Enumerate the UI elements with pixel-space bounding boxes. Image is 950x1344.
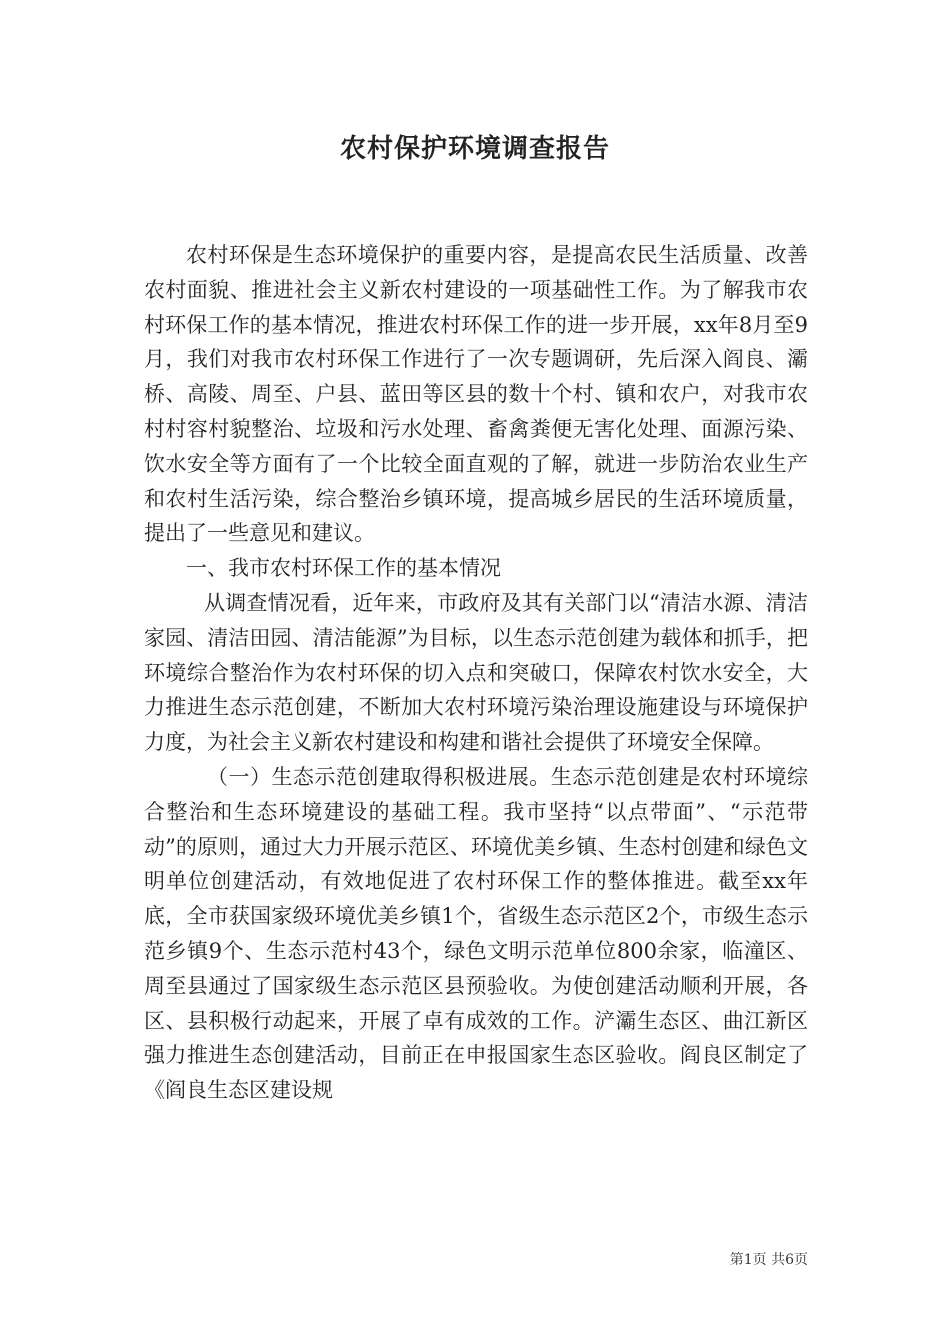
section-paragraph: 从调查情况看，近年来，市政府及其有关部门以“清洁水源、清洁家园、清洁田园、清洁能源”为目标，以生态示范创建为载体和抓手，把环境综合整治作为农村环保的切入点和突破口，保障农村饮水安全，大力推进生态示范创建，不断加大农村环境污染治理设施建设与环境保护力度，为社会主义新农村建设和构建和谐社会提供了环境安全保障。 (144, 590, 808, 755)
document-title: 农村保护环境调查报告 (339, 134, 610, 164)
subsection-paragraph: （一）生态示范创建取得积极进展。生态示范创建是农村环境综合整治和生态环境建设的基础工程。我市坚持“以点带面”、“示范带动”的原则，通过大力开展示范区、环境优美乡镇、生态村创建和绿色文明单位创建活动，有效地促进了农村环保工作的整体推进。截至xx年底，全市获国家级环境优美乡镇1个，省级生态示范区2个，市级生态示范乡镇9个、生态示范村43个，绿色文明示范单位800余家，临潼区、周至县通过了国家级生态示范区县预验收。为使创建活动顺利开展，各区、县积极行动起来，开展了卓有成效的工作。浐灞生态区、曲江新区强力推进生态创建活动，目前正在申报国家生态区验收。阎良区制定了《阎良生态区建设规 (144, 764, 808, 1103)
section-heading: 一、我市农村环保工作的基本情况 (186, 556, 501, 581)
document-body (144, 238, 808, 1108)
page-number: 第1页 共6页 (729, 1252, 808, 1268)
intro-paragraph: 农村环保是生态环境保护的重要内容，是提高农民生活质量、改善农村面貌、推进社会主义新农村建设的一项基础性工作。为了解我市农村环保工作的基本情况，推进农村环保工作的进一步开展，xx年8月至9月，我们对我市农村环保工作进行了一次专题调研，先后深入阎良、灞桥、高陵、周至、户县、蓝田等区县的数十个村、镇和农户，对我市农村村容村貌整治、垃圾和污水处理、畜禽粪便无害化处理、面源污染、饮水安全等方面有了一个比较全面直观的了解，就进一步防治农业生产和农村生活污染，综合整治乡镇环境，提高城乡居民的生活环境质量，提出了一些意见和建议。 (144, 243, 808, 546)
